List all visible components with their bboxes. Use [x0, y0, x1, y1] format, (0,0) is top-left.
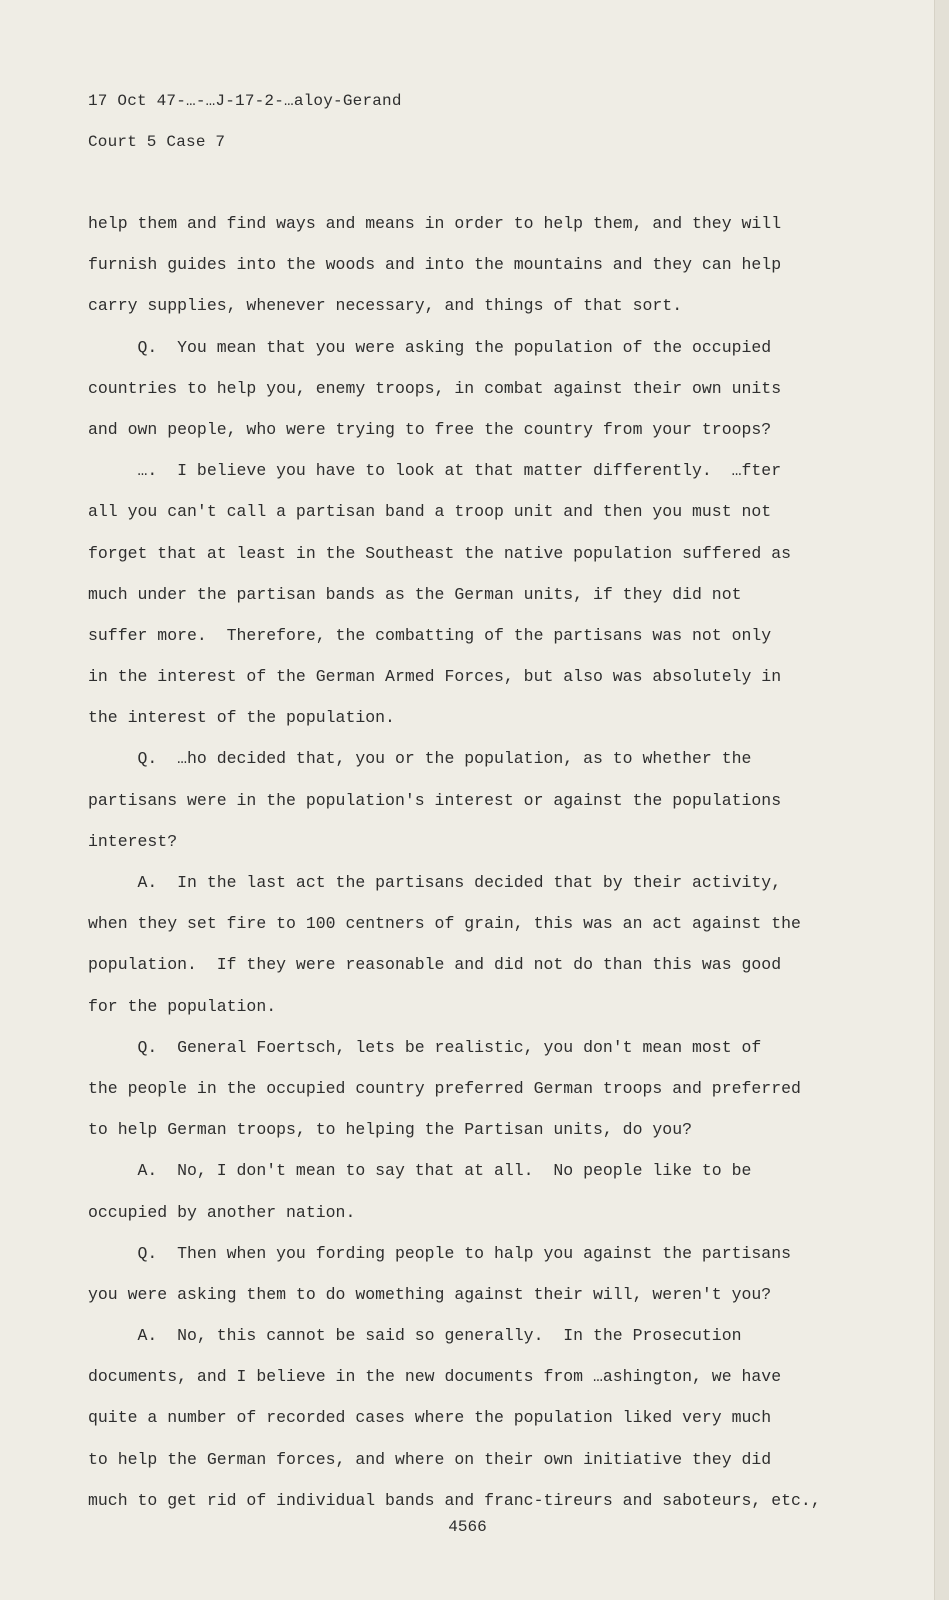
transcript-line: in the interest of the German Armed Forces, but also was absolutely in — [88, 667, 782, 687]
page-edge — [934, 0, 949, 1600]
court-case-label: Court 5 Case 7 — [88, 133, 226, 151]
transcript-line: Q. …ho decided that, you or the population, as to whether the — [88, 749, 752, 769]
transcript-line: …. I believe you have to look at that matter differently. …fter — [88, 461, 782, 481]
transcript-line: partisans were in the population's interest or against the populations — [88, 790, 782, 810]
transcript-line: all you can't call a partisan band a troop unit and then you must not — [88, 502, 772, 522]
transcript-line: help them and find ways and means in order to help them, and they will — [88, 214, 782, 233]
transcript-line: A. In the last act the partisans decided that by their activity, — [88, 873, 782, 892]
transcript-line: A. No, this cannot be said so generally. In the Prosecution — [88, 1326, 742, 1346]
transcript-line: and own people, who were trying to free the country from your troops? — [88, 419, 772, 439]
transcript-line: occupied by another nation. — [88, 1202, 356, 1222]
transcript-line: the people in the occupied country preferred German troops and preferred — [88, 1078, 801, 1098]
transcript-line: Q. General Foertsch, lets be realistic, you don't mean most of — [88, 1037, 762, 1057]
transcript-line: Q. You mean that you were asking the population of the occupied — [88, 337, 772, 357]
transcript-line: when they set fire to 100 centners of grain, this was an act against the — [88, 914, 801, 934]
transcript-line: population. If they were reasonable and did not do than this was good — [88, 955, 782, 975]
transcript-body — [88, 203, 838, 1521]
transcript-line: you were asking them to do womething against their will, weren't you? — [88, 1284, 772, 1304]
transcript-line: Q. Then when you fording people to halp you against the partisans — [88, 1243, 792, 1263]
transcript-line: countries to help you, enemy troops, in combat against their own units — [88, 378, 782, 398]
transcript-line: interest? — [88, 831, 178, 851]
transcript-line: to help German troops, to helping the Partisan units, do you? — [88, 1120, 692, 1140]
transcript-line: carry supplies, whenever necessary, and things of that sort. — [88, 296, 683, 316]
transcript-line: quite a number of recorded cases where the population liked very much — [88, 1408, 772, 1428]
transcript-line: documents, and I believe in the new documents from …ashington, we have — [88, 1367, 782, 1387]
document-reference: 17 Oct 47-…-…J-17-2-…aloy-Gerand — [88, 92, 402, 110]
transcript-line: A. No, I don't mean to say that at all. No people like to be — [88, 1161, 752, 1181]
transcript-line: the interest of the population. — [88, 708, 395, 728]
transcript-line: forget that at least in the Southeast the native population suffered as — [88, 543, 792, 563]
transcript-line: much under the partisan bands as the German units, if they did not — [88, 584, 742, 604]
page-number: 4566 — [448, 1518, 487, 1536]
transcript-line: much to get rid of individual bands and franc-tireurs and saboteurs, etc., — [88, 1490, 821, 1510]
transcript-line: for the population. — [88, 996, 277, 1016]
transcript-line: furnish guides into the woods and into the mountains and they can help — [88, 255, 782, 275]
transcript-line: suffer more. Therefore, the combatting of the partisans was not only — [88, 625, 772, 645]
transcript-line: to help the German forces, and where on their own initiative they did — [88, 1449, 772, 1469]
